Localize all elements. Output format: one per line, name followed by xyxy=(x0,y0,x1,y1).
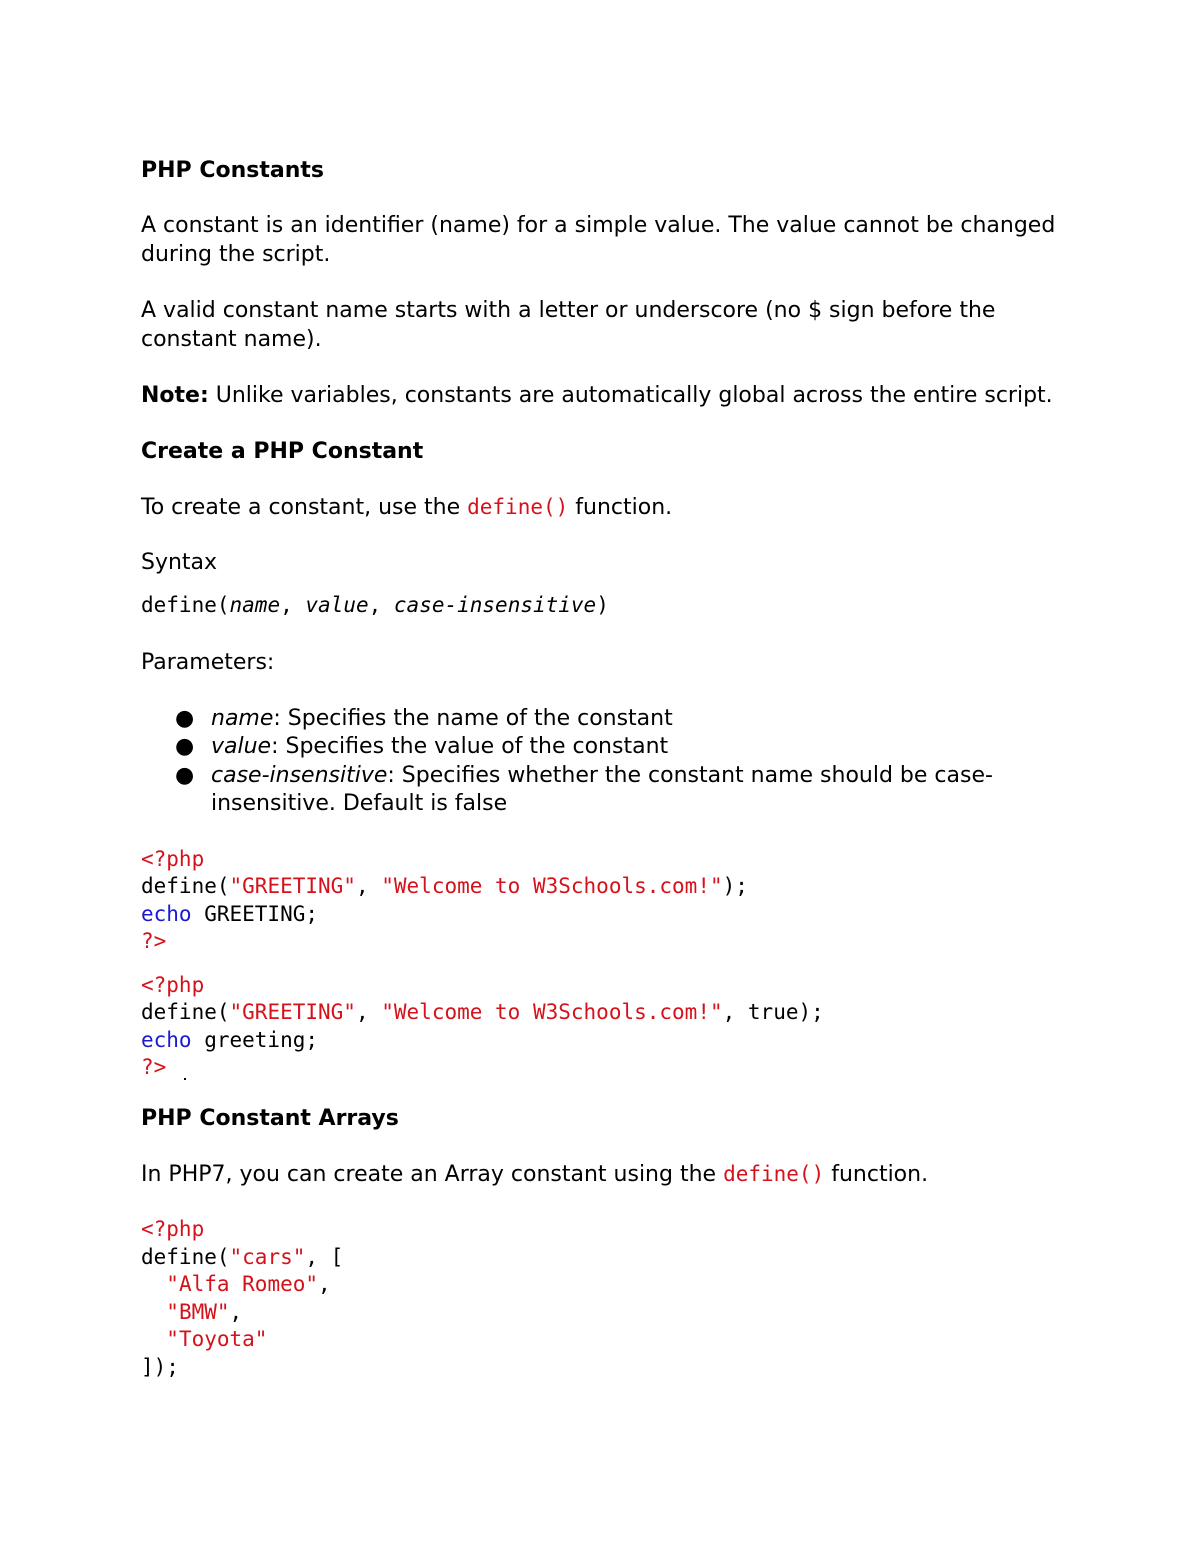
define-function-inline: define() xyxy=(467,494,569,519)
param-desc: : Specifies the value of the constant xyxy=(271,734,669,759)
code-line-array-item: "Alfa Romeo", xyxy=(166,1272,331,1296)
code-line-define: define("GREETING", "Welcome to W3Schools.com!", true); xyxy=(141,1000,824,1024)
create-paragraph xyxy=(141,493,1071,523)
syntax-fn: define( xyxy=(141,592,230,617)
note-text: Unlike variables, constants are automatically global across the entire script. xyxy=(208,383,1053,408)
echo-keyword: echo xyxy=(141,901,192,926)
arrays-paragraph: In PHP7, you can create an Array constant using the define() function. xyxy=(141,1161,929,1187)
intro-paragraph-1: A constant is an identifier (name) for a simple value. The value cannot be changed during the script. xyxy=(141,213,1056,267)
bullet-icon: ● xyxy=(175,705,195,731)
code-example-3 xyxy=(141,1216,1071,1381)
code-string: "GREETING" xyxy=(229,1000,356,1024)
syntax-label: Syntax xyxy=(141,550,218,575)
document-page xyxy=(141,152,1071,1381)
param-desc: : Specifies whether the constant name should be case-insensitive. Default is false xyxy=(211,762,993,816)
create-heading: Create a PHP Constant xyxy=(141,438,424,464)
param-name: value xyxy=(211,734,272,759)
arrays-heading: PHP Constant Arrays xyxy=(141,1105,399,1131)
code-line-close: ]); xyxy=(141,1354,179,1379)
code-line-echo: echo greeting; xyxy=(141,1027,319,1052)
stray-dot xyxy=(184,1078,186,1080)
code-line-array-item xyxy=(141,1326,1071,1354)
syntax-arg-name: name xyxy=(229,592,281,617)
create-text-after: function. xyxy=(568,494,673,520)
code-string: "cars" xyxy=(229,1244,306,1269)
syntax-close: ) xyxy=(596,592,609,617)
code-string: "BMW" xyxy=(166,1299,230,1324)
syntax-arg-value: value xyxy=(305,592,369,617)
note-paragraph xyxy=(141,382,1071,411)
code-example-1 xyxy=(141,846,1071,956)
code-line-define: define("cars", [ xyxy=(141,1244,344,1269)
syntax-sep: , xyxy=(280,592,306,617)
parameters-label: Parameters: xyxy=(141,650,275,675)
param-name: case-insensitive xyxy=(211,762,388,788)
code-string: "Welcome to W3Schools.com!" xyxy=(381,874,723,898)
note-label: Note: xyxy=(141,383,209,408)
list-item xyxy=(175,733,1071,762)
php-close-tag: ?> xyxy=(141,1055,167,1079)
intro-paragraph-2: A valid constant name starts with a letter or underscore (no $ sign before the constant name). xyxy=(141,298,996,352)
bullet-icon: ● xyxy=(175,734,195,759)
code-string: "Welcome to W3Schools.com!" xyxy=(381,1000,723,1024)
php-close-tag: ?> xyxy=(141,929,167,953)
create-text-before: To create a constant, use the xyxy=(141,494,468,520)
param-desc: : Specifies the name of the constant xyxy=(273,705,673,731)
php-open-tag: <?php xyxy=(141,846,205,871)
param-name: name xyxy=(211,705,274,731)
code-string: "Toyota" xyxy=(166,1327,268,1351)
code-example-2 xyxy=(141,972,1071,1082)
list-item xyxy=(175,762,1071,819)
code-string: "GREETING" xyxy=(229,874,356,898)
parameters-list xyxy=(141,705,1071,819)
code-line-define: define("GREETING", "Welcome to W3Schools.com!"); xyxy=(141,874,748,898)
code-line-echo: echo GREETING; xyxy=(141,901,319,926)
code-line-array-item: "BMW", xyxy=(166,1299,243,1324)
list-item xyxy=(175,705,1071,734)
code-string: "Alfa Romeo" xyxy=(166,1272,319,1296)
syntax-arg-case: case-insensitive xyxy=(393,592,597,617)
php-open-tag: <?php xyxy=(141,1217,205,1241)
php-open-tag: <?php xyxy=(141,972,205,997)
syntax-sep: , xyxy=(368,592,394,617)
php-close-tag-line xyxy=(141,1054,1071,1082)
bullet-icon: ● xyxy=(175,762,195,788)
echo-keyword: echo xyxy=(141,1027,192,1052)
define-function-inline: define() xyxy=(723,1161,825,1186)
page-title: PHP Constants xyxy=(141,158,324,183)
syntax-line xyxy=(141,592,1071,620)
